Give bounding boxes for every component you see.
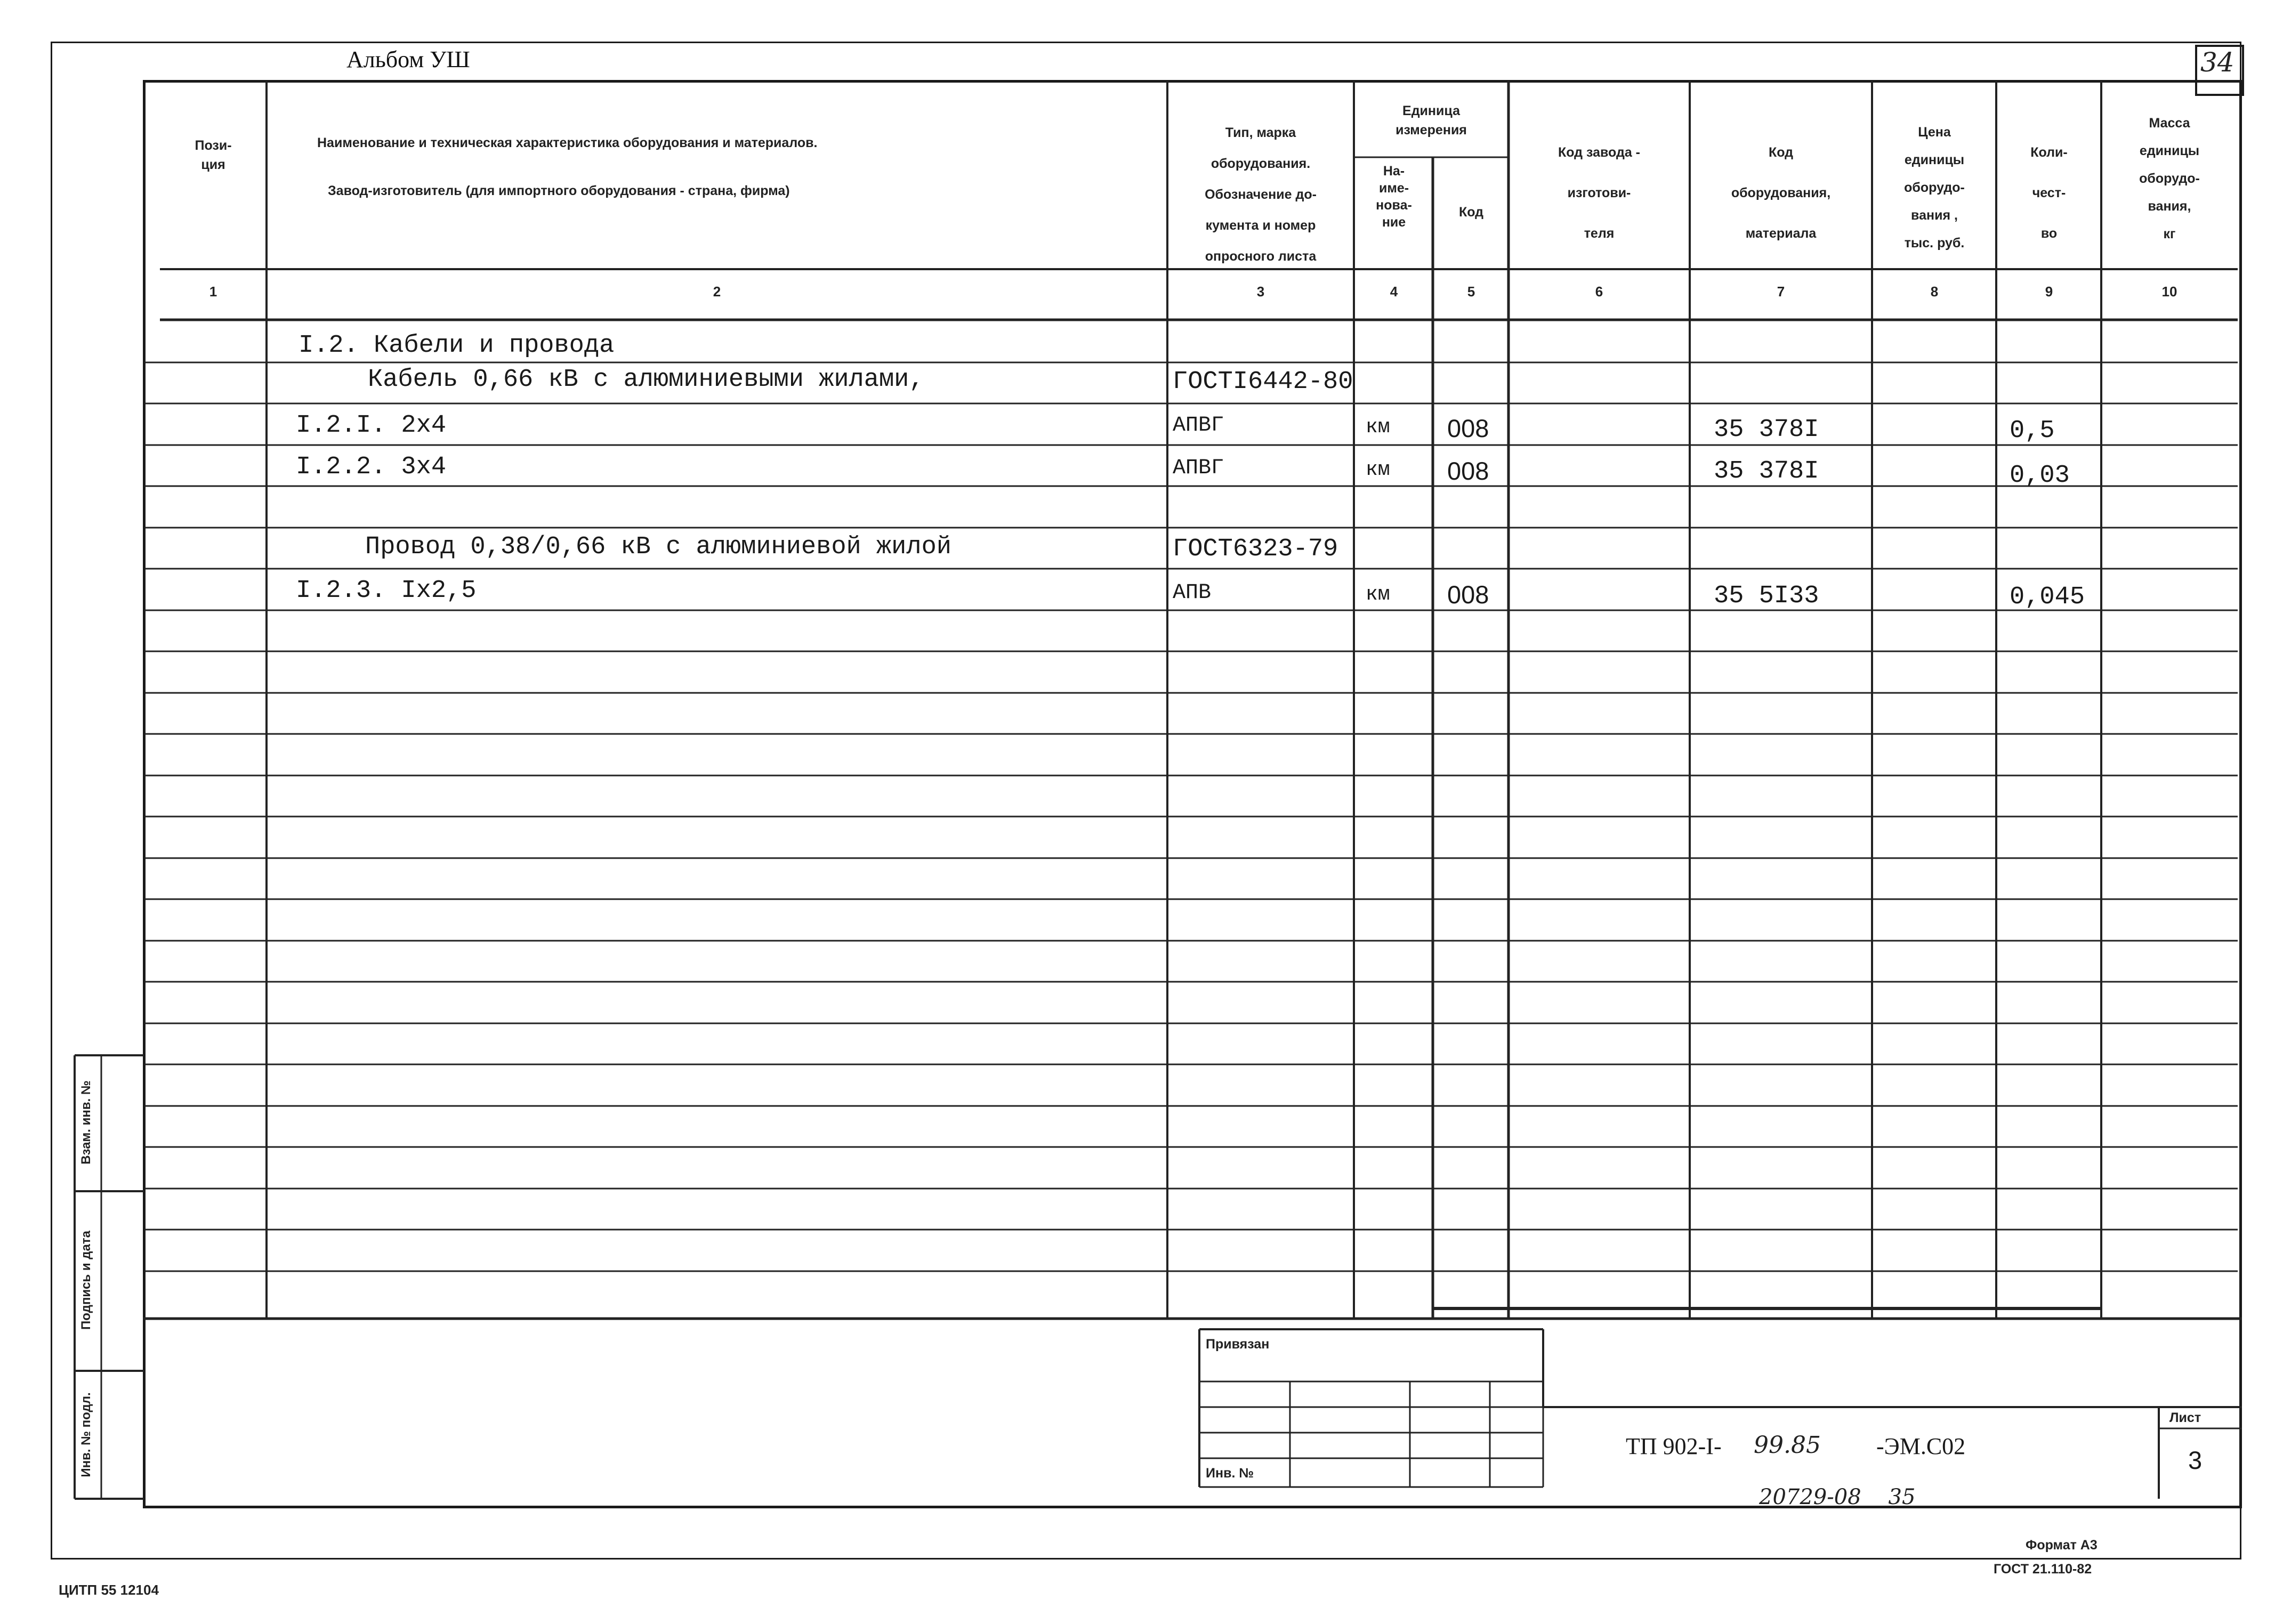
row-wire-1-code: 008 xyxy=(1447,580,1489,609)
header-unit-mass: Масса единицы оборудо- вания, кг xyxy=(2139,116,2200,241)
header-unit-price: Цена единицы оборудо- вания , тыс. руб. xyxy=(1904,125,1965,251)
row-wire-1-qty: 0,045 xyxy=(2010,583,2085,611)
colnum-3: 3 xyxy=(1256,284,1265,300)
row-cable-2-type: АПВГ xyxy=(1173,456,1224,480)
row-cable-2-qty: 0,03 xyxy=(2010,462,2070,490)
stamp-designation-suffix: -ЭМ.С02 xyxy=(1876,1433,1966,1459)
handwritten-registration: 20729-08 35 xyxy=(1759,1485,1916,1509)
footer-print-code: ЦИТП 55 12104 xyxy=(59,1582,159,1598)
row-cable-type: ГОСТI6442-80 xyxy=(1173,368,1353,396)
row-cable-1-unit: км xyxy=(1366,416,1390,439)
colnum-1: 1 xyxy=(209,284,217,300)
row-wire-1-name: I.2.3. Ix2,5 xyxy=(296,577,477,605)
header-equipment-code: Код оборудования, материала xyxy=(1731,145,1831,241)
stamp-sheet-label: Лист xyxy=(2169,1410,2201,1425)
colnum-5: 5 xyxy=(1467,284,1475,300)
row-wire-1-unit: км xyxy=(1366,583,1390,606)
header-position: Пози- ция xyxy=(195,138,232,172)
row-cable-1-qty: 0,5 xyxy=(2010,417,2055,445)
header-name-line2: Завод-изготовитель (для импортного оборудования - страна, фирма) xyxy=(328,183,790,198)
row-cable-2-code: 008 xyxy=(1447,457,1489,485)
side-stamp-vzam: Взам. инв. № xyxy=(79,1080,93,1165)
side-stamp-inv-podl: Инв. № подл. xyxy=(79,1392,93,1477)
header-unit-name: На- име- нова- ние xyxy=(1376,164,1412,230)
colnum-6: 6 xyxy=(1595,284,1603,300)
header-type: Тип, марка оборудования. Обозначение до- кумента и номер опросного листа xyxy=(1205,125,1317,264)
row-wire-name: Провод 0,38/0,66 кВ с алюминиевой жилой xyxy=(365,533,951,561)
colnum-8: 8 xyxy=(1930,284,1939,300)
row-wire-1-equip-code: 35 5I33 xyxy=(1714,582,1819,610)
format-label: Формат А3 xyxy=(2026,1538,2098,1553)
colnum-2: 2 xyxy=(713,284,721,300)
stamp-inv-no: Инв. № xyxy=(1206,1466,1254,1481)
colnum-4: 4 xyxy=(1390,284,1398,300)
row-cable-2-name: I.2.2. 3x4 xyxy=(296,453,447,481)
colnum-7: 7 xyxy=(1777,284,1785,300)
row-cable-name: Кабель 0,66 кВ с алюминиевыми жилами, xyxy=(368,366,924,394)
row-wire-type: ГОСТ6323-79 xyxy=(1173,535,1338,563)
row-cable-2-equip-code: 35 378I xyxy=(1714,457,1819,486)
header-unit-code: Код xyxy=(1458,205,1484,220)
album-title: Альбом УШ xyxy=(346,46,470,72)
stamp-privyazan: Привязан xyxy=(1206,1337,1270,1352)
row-cable-1-equip-code: 35 378I xyxy=(1714,416,1819,444)
page-number: 34 xyxy=(2200,47,2234,78)
row-cable-1-name: I.2.I. 2x4 xyxy=(296,411,447,440)
header-quantity: Коли- чест- во xyxy=(2030,145,2068,241)
row-cable-1-type: АПВГ xyxy=(1173,414,1224,438)
row-wire-1-type: АПВ xyxy=(1173,581,1212,605)
header-factory-code: Код завода - изготови- теля xyxy=(1558,145,1641,241)
header-name-line1: Наименование и техническая характеристика оборудования и материалов. xyxy=(317,135,818,150)
colnum-10: 10 xyxy=(2161,284,2177,300)
row-cable-2-unit: км xyxy=(1366,458,1390,481)
colnum-9: 9 xyxy=(2045,284,2053,300)
row-section-title: I.2. Кабели и провода xyxy=(299,332,615,360)
header-unit-group: Единица измерения xyxy=(1395,103,1467,138)
side-stamp-signature-date: Подпись и дата xyxy=(79,1231,93,1330)
stamp-designation-hand: 99.85 xyxy=(1754,1432,1821,1459)
gost-label: ГОСТ 21.110-82 xyxy=(1994,1562,2092,1577)
row-cable-1-code: 008 xyxy=(1447,414,1489,442)
stamp-designation-prefix: ТП 902-I- xyxy=(1626,1433,1722,1459)
stamp-sheet-number: 3 xyxy=(2188,1446,2203,1474)
